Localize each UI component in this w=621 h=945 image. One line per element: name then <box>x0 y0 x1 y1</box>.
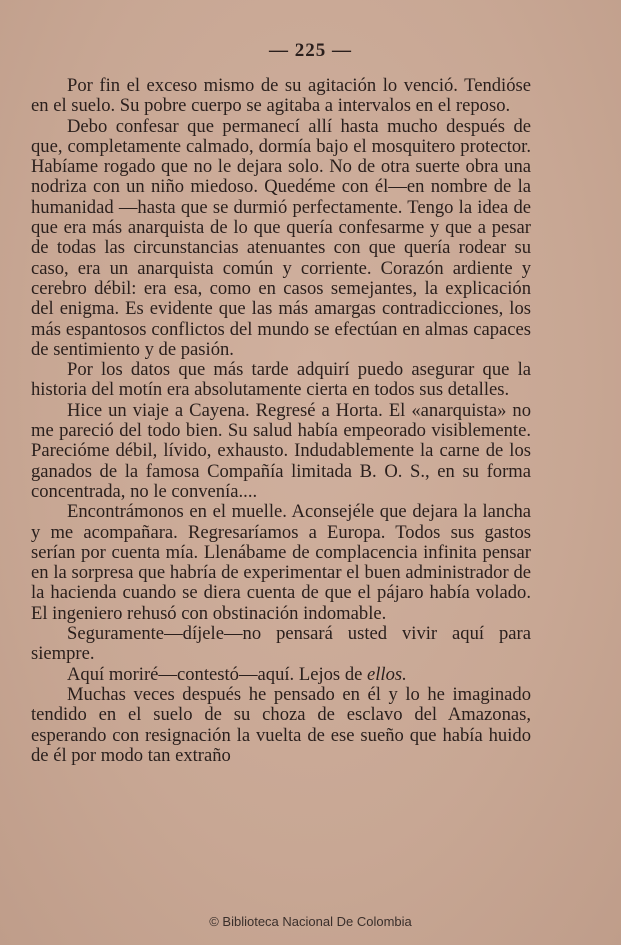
copyright-footer: © Biblioteca Nacional De Colombia <box>209 914 412 929</box>
page-number: — 225 — <box>269 40 352 61</box>
paragraph: Muchas veces después he pensado en él y lo he imaginado tendido en el suelo de su choza de esclavo del Amazonas, esperando con resignación la vuelta de ese sueño que había huido de él por modo tan extraño <box>31 683 531 766</box>
paragraph: Seguramente—díjele—no pensará usted vivir aquí para siempre. <box>31 623 531 665</box>
paragraph <box>31 665 531 685</box>
italic-word: ellos. <box>367 663 407 685</box>
paragraph: Encontrámonos en el muelle. Aconsejéle que dejara la lancha y me acompañara. Regresaríamos a Europa. Todos sus gastos serían por cuenta mía. Llenábame de complacencia infinita pensar en la sorpresa que habría de experimentar el buen administrador de la hacienda cuando se diera cuenta de que el pájaro había volado. El ingeniero rehusó con obstinación indomable. <box>31 501 531 624</box>
paragraph: Debo confesar que permanecí allí hasta mucho después de que, completamente calmado, dormía bajo el mosquitero protector. Habíame rogado que no le dejara solo. No de otra suerte obra una nodriza con un niño miedoso. Quedéme con él—en nombre de la humanidad —hasta que se durmió perfectamente. Tengo la idea de que era más anarquista de lo que quería confesarme y que a pesar de todas las circunstancias atenuantes con que quería rodear su caso, era un anarquista común y corriente. Corazón ardiente y cerebro débil: era esa, como en casos semejantes, la explicación del enigma. Es evidente que las más amargas contradicciones, los más espantosos conflictos del mundo se efectúan en almas capaces de sentimiento y de pasión. <box>31 115 531 360</box>
paragraph: Hice un viaje a Cayena. Regresé a Horta. El «anarquista» no me pareció del todo bien. Su salud había empeorado visiblemente. Parecióme débil, lívido, exhausto. Indudablemente la carne de los ganados de la famosa Compañía limitada B. O. S., en su forma concentrada, no le convenía.... <box>31 399 531 502</box>
paragraph: Por los datos que más tarde adquirí puedo asegurar que la historia del motín era absolutamente cierta en todos sus detalles. <box>31 359 531 401</box>
paragraph-text: Aquí moriré—contestó—aquí. Lejos de <box>67 663 368 685</box>
body-text <box>31 76 531 766</box>
paragraph: Por fin el exceso mismo de su agitación lo venció. Tendióse en el suelo. Su pobre cuerpo se agitaba a intervalos en el reposo. <box>31 75 531 117</box>
